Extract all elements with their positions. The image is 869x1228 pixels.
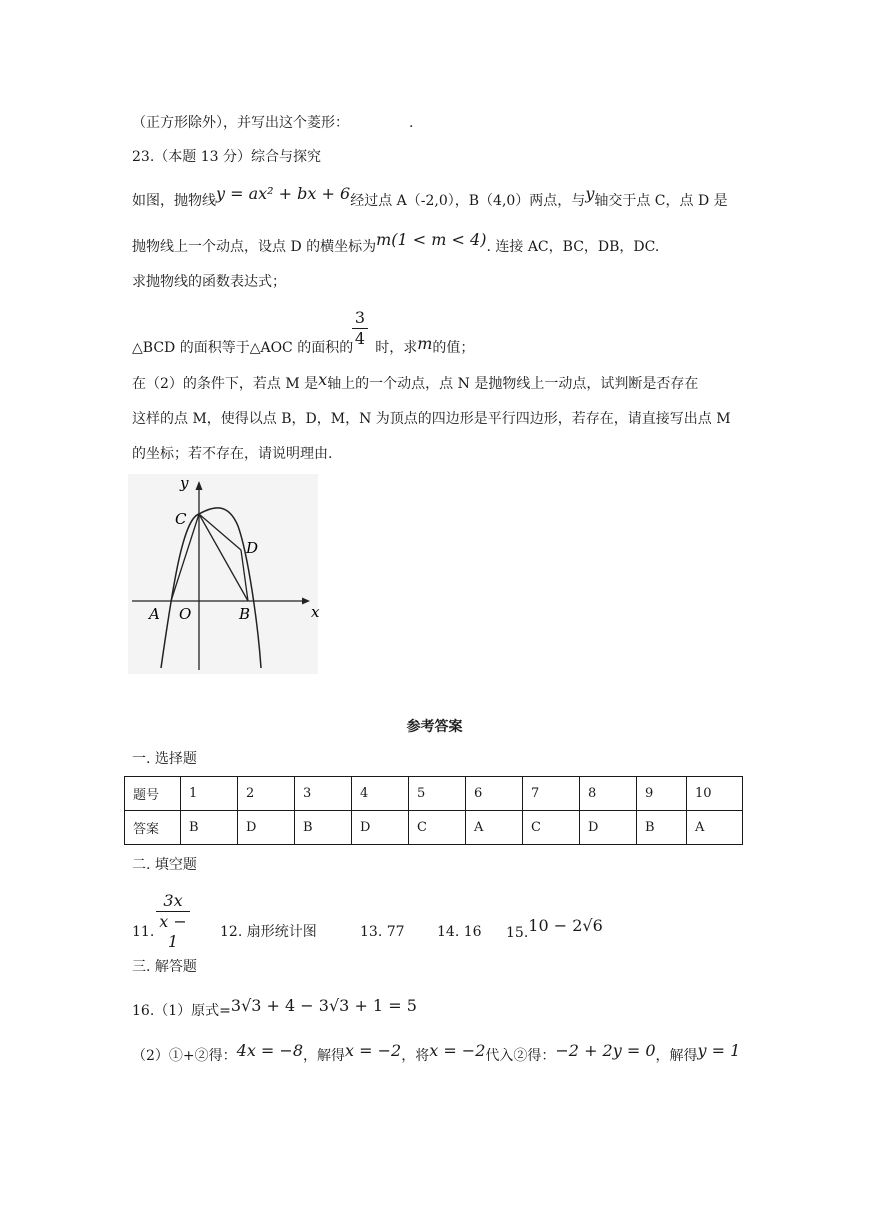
question-23-line-3: 求抛物线的函数表达式； [132,274,286,290]
label: 16.（1）原式= [132,1003,231,1019]
text: 轴上的一个动点，点 N 是抛物线上一动点，试判断是否存在 [327,376,699,392]
numerator: 3x [163,891,183,910]
label-x: x [311,603,320,621]
table-cell: 1 [181,777,238,811]
answer-13: 13. 77 [360,924,405,940]
table-cell: B [181,811,238,845]
label-b: B [239,605,251,623]
table-row [125,777,743,811]
figure-background [128,474,318,674]
question-23-line-4 [132,334,475,358]
answer-15 [506,916,603,943]
denominator: x − 1 [159,912,187,951]
question-23-line-7: 的坐标；若不存在，请说明理由. [132,446,333,462]
table-cell: C [409,811,466,845]
answer-16-1 [132,996,417,1021]
text: ，将 [401,1048,430,1064]
equation: y = 1 [697,1041,741,1060]
table-cell: C [523,811,580,845]
answer-16-expr: 3√3 + 4 − 3√3 + 1 = 5 [230,996,417,1015]
section-choice: 一. 选择题 [132,751,197,767]
table-cell: D [238,811,295,845]
answer-14: 14. 16 [437,924,482,940]
table-cell: D [580,811,637,845]
numerator: 3 [354,308,366,327]
table-cell: B [637,811,687,845]
label: 15. [506,925,529,941]
table-cell: A [466,811,523,845]
answer-15-expr: 10 − 2√6 [528,916,603,935]
label-a: A [149,605,160,623]
text: （2）①+②得： [132,1048,237,1064]
table-cell: 7 [523,777,580,811]
answer-table [124,776,743,845]
answers-title: 参考答案 [406,719,463,735]
table-cell: 5 [409,777,466,811]
table-cell: 10 [687,777,743,811]
table-cell: 6 [466,777,523,811]
row-header: 题号 [125,777,181,811]
var-m: m [417,334,433,353]
m-range: m(1 < m < 4) [376,230,487,249]
line-end: . [409,115,414,131]
var-x: x [318,370,328,389]
equation: 4x = −8 [236,1041,304,1060]
question-23-line-2 [132,230,660,257]
text: 轴交于点 C，点 D 是 [594,193,728,209]
label-o: O [179,605,192,623]
line-text: （正方形除外），并写出这个菱形： [132,115,349,131]
table-cell: 4 [352,777,409,811]
answer-12: 12. 扇形统计图 [220,924,317,940]
table-cell: 9 [637,777,687,811]
text: ，解得 [655,1048,698,1064]
text: 时，求 [375,340,418,356]
text: △BCD 的面积等于△AOC 的面积的 [132,340,354,356]
question-23-line-6: 这样的点 M，使得以点 B，D，M，N 为顶点的四边形是平行四边形，若存在，请直接写出点 M [132,411,731,427]
section-fill: 二. 填空题 [132,857,197,873]
answer-11-label: 11. [132,924,155,940]
row-header: 答案 [125,811,181,845]
parabola-figure [128,474,318,674]
table-cell: 8 [580,777,637,811]
denominator: 4 [354,329,366,348]
text: 如图，抛物线 [132,193,216,209]
label-d: D [246,539,259,557]
answer-11-fraction [156,891,190,952]
text: 代入②得： [485,1048,556,1064]
section-solve: 三. 解答题 [132,959,197,975]
table-cell: 3 [295,777,352,811]
question-23-line-5 [132,370,699,394]
question-23-title: 23.（本题 13 分）综合与探究 [132,149,321,165]
label-c: C [175,510,187,528]
table-cell: A [687,811,743,845]
fraction-three-quarters [352,308,368,349]
text: 在（2）的条件下，若点 M 是 [132,376,319,392]
parabola-formula: y = ax² + bx + 6 [216,184,351,203]
answer-16-2 [132,1041,741,1066]
text: 的值； [432,340,475,356]
table-row [125,811,743,845]
equation: x = −2 [429,1041,486,1060]
text-line [132,113,413,133]
table-cell: D [352,811,409,845]
label-y: y [180,474,189,492]
equation: −2 + 2y = 0 [555,1041,656,1060]
table-cell: 2 [238,777,295,811]
question-23-line-1 [132,184,728,211]
text: 抛物线上一个动点，设点 D 的横坐标为 [132,239,377,255]
table-cell: B [295,811,352,845]
text: ，解得 [303,1048,346,1064]
var-y: y [585,184,595,203]
equation: x = −2 [345,1041,402,1060]
text: . 连接 AC，BC，DB，DC. [486,239,660,255]
text: 经过点 A（-2,0），B（4,0）两点，与 [350,193,586,209]
